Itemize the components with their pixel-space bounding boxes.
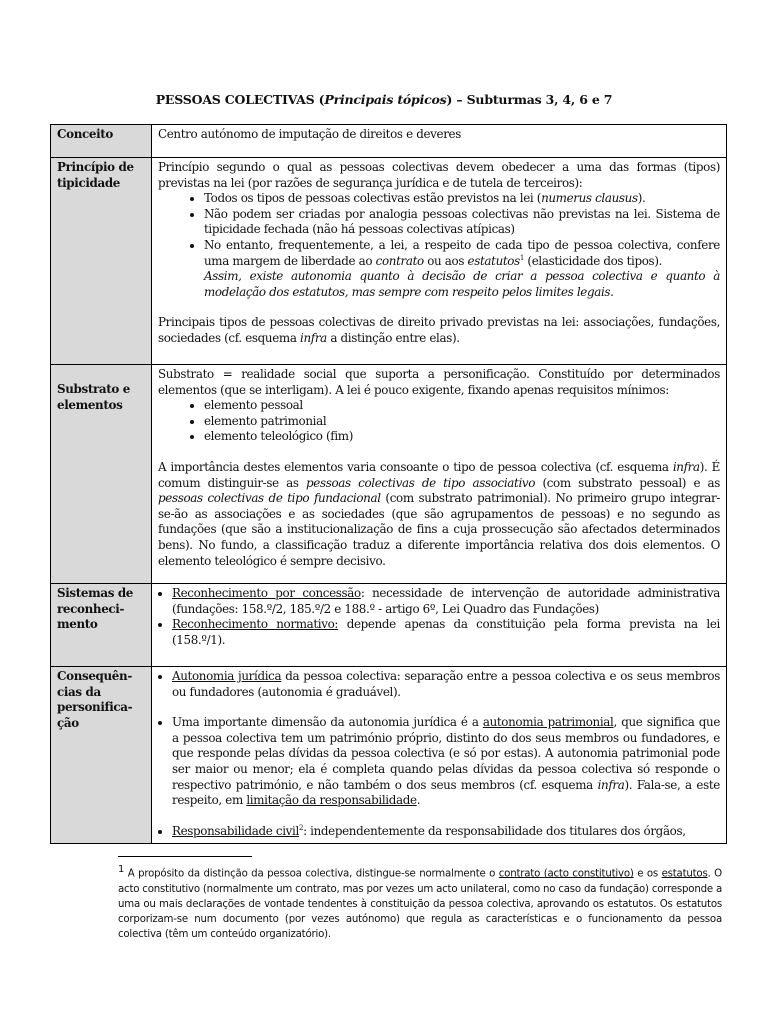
table-row	[51, 125, 727, 158]
list-item: • Responsabilidade civil$^2$: independentemente da responsabilidade dos titulares dos órgãos,	[172, 824, 720, 840]
bullet-list	[158, 715, 720, 809]
row-content	[152, 584, 727, 667]
row-content: Princípio segundo o qual as pessoas colectivas devem obedecer a uma das formas (tipos) previstas na lei (por razões de segurança jurídica e de tutela de terceiros): • Todos os tipos de pessoas colectivas estão previstos na lei (numerus clausus). • Não podem ser criadas por analogia pessoas colectivas não previstas na lei. Sistema de tipicidade fechada (não há pessoas colectivas atípicas) • No entanto, frequentemente, a lei, a respeito de cada tipo de pessoa colectiva, confere uma margem de liberdade ao contrato ou aos estatutos$^1$ (elasticidade dos tipos). Assim, existe autonomia quanto à decisão de criar a pessoa colectiva e quanto à modelação dos estatutos, mas sempre com respeito pelos limites legais. Principais tipos de pessoas colectivas de direito privado previstas na lei: associações, fundações, sociedades (cf. esquema infra a distinção entre elas).	[152, 158, 727, 365]
row-content	[152, 667, 727, 844]
row-content: Substrato = realidade social que suporta a personificação. Constituído por determinados elementos (que se interligam). A lei é pouco exigente, fixando apenas requisitos mínimos: • elemento pessoal • elemento patrimonial • elemento teleológico (fim) A importância destes elementos varia consoante o tipo de pessoa colectiva (cf. esquema infra). É comum distinguir-se as pessoas colectivas de tipo associativo (com substrato pessoal) e as pessoas colectivas de tipo fundacional (com substrato patrimonial). No primeiro grupo integrar-se-ão as associações e as sociedades (que são agrupamentos de pessoas) e no segundo as fundações (que são a institucionalização de fins a cuja prossecução são afectados determinados bens). No fundo, a classificação traduz a diferente importância relativa dos dois elementos. O elemento teleológico é sempre decisivo.	[152, 365, 727, 584]
row-label: Princípio de tipicidade	[51, 158, 152, 365]
row-label: Conceito	[51, 125, 152, 158]
footnote-ref[interactable]: 2	[298, 823, 304, 832]
footnote-separator	[118, 856, 252, 857]
list-item: • Autonomia jurídica da pessoa colectiva: separação entre a pessoa colectiva e os seus membros ou fundadores (autonomia é graduável).	[172, 669, 720, 700]
footnote-ref[interactable]: 1	[519, 253, 524, 262]
table-row	[51, 584, 727, 667]
bullet-list	[158, 586, 720, 648]
table-row	[51, 365, 727, 584]
footnote: $^1$ A propósito da distinção da pessoa colectiva, distingue-se normalmente o contrato (acto constitutivo) e os estatutos. O acto constitutivo (normalmente um contrato, mas por vezes um acto unilateral, como no caso da fundação) corresponde a uma ou mais declarações de vontade tendentes à constituição da pessoa colectiva, aprovando os estatutos. Os estatutos corporizam-se num documento (por vezes autónomo) que regula as características e o funcionamento da pessoa colectiva (têm um conteúdo organizatório).	[118, 864, 723, 941]
bullet-list	[158, 191, 720, 300]
list-item: • elemento pessoal	[204, 398, 720, 414]
page-title: PESSOAS COLECTIVAS (Principais tópicos) – Subturmas 3, 4, 6 e 7	[155, 92, 613, 107]
row-content: Centro autónomo de imputação de direitos e deveres	[152, 125, 727, 158]
row-label: Sistemas de reconheci-mento	[51, 584, 152, 667]
bullet-list	[158, 398, 720, 445]
list-item: • Reconhecimento normativo: depende apenas da constituição pela forma prevista na lei (158.º/1).	[172, 617, 720, 648]
list-item: • elemento teleológico (fim)	[204, 429, 720, 445]
footnote-number: 1	[118, 864, 125, 875]
list-item: • Reconhecimento por concessão: necessidade de intervenção de autoridade administrativa (fundações: 158.º/2, 185.º/2 e 188.º - artigo 6º, Lei Quadro das Fundações)	[172, 586, 720, 617]
topics-table	[50, 124, 727, 844]
list-item: • Todos os tipos de pessoas colectivas estão previstos na lei (numerus clausus).	[204, 191, 720, 207]
bullet-list	[158, 669, 720, 700]
bullet-list	[158, 824, 720, 840]
row-label: Consequên-cias da personifica-ção	[51, 667, 152, 844]
list-item: • Não podem ser criadas por analogia pessoas colectivas não previstas na lei. Sistema de tipicidade fechada (não há pessoas colectivas atípicas)	[204, 207, 720, 238]
list-item: • Uma importante dimensão da autonomia jurídica é a autonomia patrimonial, que significa que a pessoa colectiva tem um património próprio, distinto do dos seus membros ou fundadores, e que responde pelas dívidas da pessoa colectiva (e só por estas). A autonomia patrimonial pode ser maior ou menor; ela é completa quando pelas dívidas da pessoa colectiva só responde o respectivo património, e não também o dos seus membros (cf. esquema infra). Fala-se, a este respeito, em limitação da responsabilidade.	[172, 715, 720, 809]
list-item: • No entanto, frequentemente, a lei, a respeito de cada tipo de pessoa colectiva, confere uma margem de liberdade ao contrato ou aos estatutos$^1$ (elasticidade dos tipos). Assim, existe autonomia quanto à decisão de criar a pessoa colectiva e quanto à modelação dos estatutos, mas sempre com respeito pelos limites legais.	[204, 238, 720, 300]
list-item: • elemento patrimonial	[204, 414, 720, 430]
row-label: Substrato e elementos	[51, 365, 152, 584]
table-row	[51, 667, 727, 844]
table-row	[51, 158, 727, 365]
